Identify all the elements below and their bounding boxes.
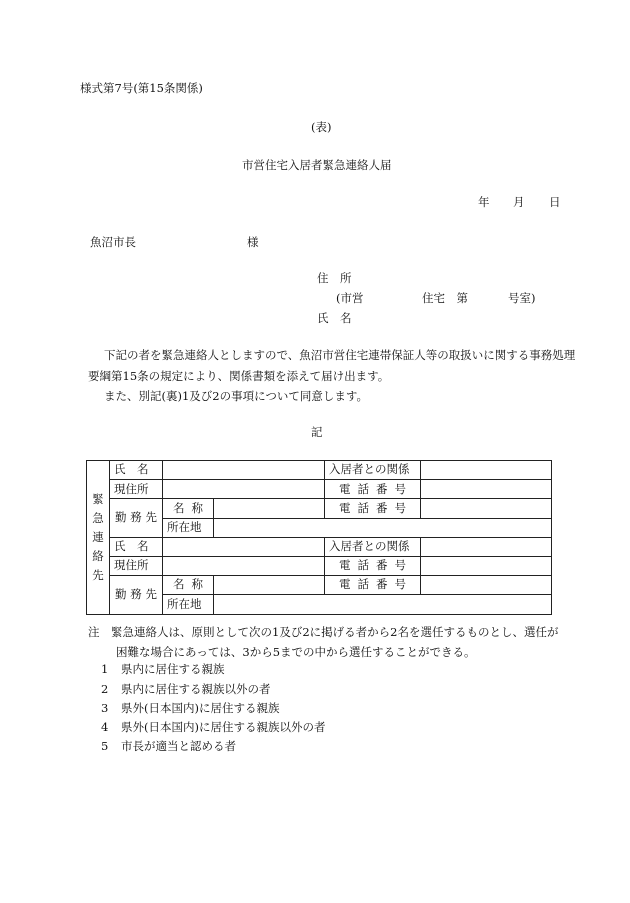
work-name-label: 名 称: [163, 499, 214, 518]
phone-label: 電 話 番 号: [325, 480, 421, 499]
contact-1-name-field[interactable]: [163, 461, 325, 480]
note-item: 1 県内に居住する親族: [101, 662, 225, 676]
declaration-paragraph: 下記の者を緊急連絡人としますので、魚沼市営住宅連帯保証人等の取扱いに関する事務処理要綱第15条の規定により、関係書類を添えて届け出ます。: [88, 348, 576, 383]
honorific: 様: [247, 235, 259, 249]
contact-2-work-location-field[interactable]: [214, 595, 552, 614]
name-label: 氏 名: [110, 461, 163, 480]
note-item: 5 市長が適当と認める者: [101, 739, 236, 753]
contact-2-phone-field[interactable]: [421, 556, 552, 575]
housing-mid: 住宅 第: [422, 291, 468, 305]
current-address-label: 現住所: [110, 480, 163, 499]
workplace-label: 勤 務 先: [110, 576, 163, 614]
phone-label: 電 話 番 号: [325, 576, 421, 595]
date-month-label: 月: [513, 195, 525, 209]
contact-2-name-row: [87, 537, 552, 556]
date-day-label: 日: [549, 195, 561, 209]
contact-1-address-field[interactable]: [163, 480, 325, 499]
note-item: 2 県内に居住する親族以外の者: [101, 682, 271, 696]
applicant-address-label: 住 所: [317, 271, 352, 285]
current-address-label: 現住所: [110, 556, 163, 575]
phone-label: 電 話 番 号: [325, 556, 421, 575]
name-label: 氏 名: [110, 537, 163, 556]
contact-2-relation-field[interactable]: [421, 537, 552, 556]
form-number: 様式第7号(第15条関係): [80, 81, 203, 95]
contact-2-work-name-row: [87, 576, 552, 595]
contact-1-relation-field[interactable]: [421, 461, 552, 480]
contact-1-work-phone-field[interactable]: [421, 499, 552, 518]
relation-label: 入居者との関係: [325, 461, 421, 480]
contact-1-work-name-row: [87, 499, 552, 518]
addressee: 魚沼市長: [90, 235, 136, 249]
note-item: 3 県外(日本国内)に居住する親族: [101, 701, 280, 715]
relation-label: 入居者との関係: [325, 537, 421, 556]
contact-1-work-name-field[interactable]: [214, 499, 325, 518]
date-year-label: 年: [478, 195, 490, 209]
housing-prefix: (市営: [336, 291, 364, 305]
consent-paragraph: また、別記(裏)1及び2の事項について同意します。: [104, 389, 368, 403]
contact-1-phone-field[interactable]: [421, 480, 552, 499]
contact-2-address-row: [87, 556, 552, 575]
work-location-label: 所在地: [163, 595, 214, 614]
housing-suffix: 号室): [508, 291, 536, 305]
contact-1-address-row: [87, 480, 552, 499]
note: [88, 622, 568, 662]
applicant-name-label: 氏 名: [317, 311, 352, 325]
workplace-label: 勤 務 先: [110, 499, 163, 537]
contact-2-work-name-field[interactable]: [214, 576, 325, 595]
contact-2-work-phone-field[interactable]: [421, 576, 552, 595]
emergency-contact-group-label: 緊 急 連 絡 先: [87, 461, 110, 615]
note-item: 4 県外(日本国内)に居住する親族以外の者: [101, 720, 326, 734]
contact-2-name-field[interactable]: [163, 537, 325, 556]
document-title: 市営住宅入居者緊急連絡人届: [242, 158, 392, 172]
phone-label: 電 話 番 号: [325, 499, 421, 518]
side-label: (表): [311, 120, 332, 134]
contact-2-address-field[interactable]: [163, 556, 325, 575]
emergency-contact-table: [86, 460, 552, 615]
note-main: 注 緊急連絡人は、原則として次の1及び2に掲げる者から2名を選任するものとし、選任が困難な場合にあっては、3から5までの中から選任することができる。: [88, 625, 559, 659]
ki-heading: 記: [311, 425, 323, 439]
contact-1-name-row: [87, 461, 552, 480]
contact-1-work-location-field[interactable]: [214, 518, 552, 537]
work-location-label: 所在地: [163, 518, 214, 537]
work-name-label: 名 称: [163, 576, 214, 595]
